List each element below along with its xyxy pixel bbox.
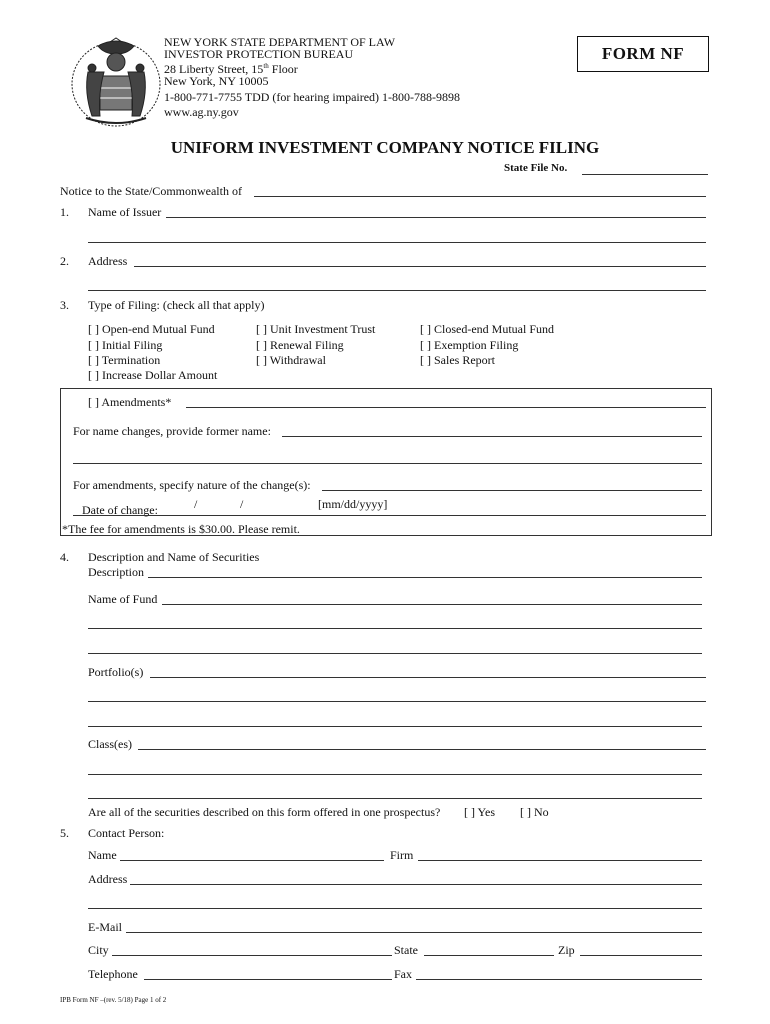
checkbox-sales-report[interactable]: [ ] Sales Report (420, 353, 495, 367)
portfolio-field[interactable] (150, 677, 706, 678)
agency-phone: 1-800-771-7755 TDD (for hearing impaired) 1-800-788-9898 (164, 90, 461, 104)
contact-zip-field[interactable] (580, 955, 702, 956)
section-4-number: 4. (60, 550, 69, 564)
checkbox-exemption-filing[interactable]: [ ] Exemption Filing (420, 338, 519, 352)
street-pre: 28 Liberty Street, 15 (164, 62, 264, 76)
contact-fax-field[interactable] (416, 979, 702, 980)
contact-name-field[interactable] (120, 860, 384, 861)
contact-city-field[interactable] (112, 955, 392, 956)
contact-email-field[interactable] (126, 932, 702, 933)
fund-name-label: Name of Fund (88, 592, 158, 606)
amendments-field[interactable] (186, 407, 706, 408)
seal-icon (72, 38, 160, 126)
checkbox-increase-dollar-amount[interactable]: [ ] Increase Dollar Amount (88, 368, 218, 382)
prospectus-question: Are all of the securities described on this form offered in one prospectus? (88, 805, 441, 819)
section-5-number: 5. (60, 826, 69, 840)
section-2-number: 2. (60, 254, 69, 268)
contact-state-label: State (394, 943, 418, 957)
checkbox-closed-end-mutual-fund[interactable]: [ ] Closed-end Mutual Fund (420, 322, 554, 336)
checkbox-open-end-mutual-fund[interactable]: [ ] Open-end Mutual Fund (88, 322, 215, 336)
fund-name-field-2[interactable] (88, 628, 702, 629)
change-nature-label: For amendments, specify nature of the change(s): (73, 478, 311, 492)
issuer-name-label: Name of Issuer (88, 205, 162, 219)
agency-line-2: INVESTOR PROTECTION BUREAU (164, 47, 354, 61)
state-file-field[interactable] (582, 174, 708, 175)
address-field[interactable] (134, 266, 706, 267)
checkbox-initial-filing[interactable]: [ ] Initial Filing (88, 338, 163, 352)
description-label: Description (88, 565, 144, 579)
fund-name-field-3[interactable] (88, 653, 702, 654)
contact-email-label: E-Mail (88, 920, 122, 934)
class-field[interactable] (138, 749, 706, 750)
change-nature-field[interactable] (322, 490, 702, 491)
checkbox-withdrawal[interactable]: [ ] Withdrawal (256, 353, 326, 367)
contact-fax-label: Fax (394, 967, 412, 981)
fund-name-field[interactable] (162, 604, 702, 605)
street-sup: th (263, 62, 269, 70)
date-of-change-field[interactable] (73, 515, 706, 516)
contact-address-label: Address (88, 872, 128, 886)
contact-telephone-label: Telephone (88, 967, 138, 981)
contact-telephone-field[interactable] (144, 979, 392, 980)
form-code-box: FORM NF (577, 36, 709, 72)
filing-type-label: Type of Filing: (check all that apply) (88, 298, 265, 312)
class-label: Class(es) (88, 737, 132, 751)
amendment-fee-note: *The fee for amendments is $30.00. Please remit. (62, 522, 300, 536)
portfolio-field-2[interactable] (88, 701, 706, 702)
footer-form-revision: IPB Form NF –(rev. 5/18) Page 1 of 2 (60, 996, 167, 1004)
checkbox-yes[interactable]: [ ] Yes (464, 805, 496, 819)
checkbox-termination[interactable]: [ ] Termination (88, 353, 161, 367)
description-field[interactable] (148, 577, 702, 578)
state-file-label: State File No. (504, 162, 568, 174)
contact-city-label: City (88, 943, 109, 957)
contact-firm-label: Firm (390, 848, 414, 862)
new-york-state-seal (70, 36, 162, 128)
portfolio-field-3[interactable] (88, 726, 702, 727)
former-name-field[interactable] (282, 436, 702, 437)
date-slash-1: / (194, 497, 198, 511)
portfolio-label: Portfolio(s) (88, 665, 144, 679)
class-field-3[interactable] (88, 798, 702, 799)
date-slash-2: / (240, 497, 244, 511)
page-title: UNIFORM INVESTMENT COMPANY NOTICE FILING (170, 138, 600, 157)
date-of-change-label: Date of change: (82, 503, 158, 517)
date-format-hint: [mm/dd/yyyy] (318, 497, 388, 511)
contact-address-field[interactable] (130, 884, 702, 885)
agency-website: www.ag.ny.gov (164, 105, 239, 119)
section-3-number: 3. (60, 298, 69, 312)
checkbox-amendments[interactable]: [ ] Amendments* (88, 395, 172, 409)
contact-name-label: Name (88, 848, 117, 862)
issuer-name-field[interactable] (166, 217, 706, 218)
agency-city: New York, NY 10005 (164, 74, 269, 88)
contact-person-label: Contact Person: (88, 826, 165, 840)
street-post: Floor (268, 62, 298, 76)
former-name-field-2[interactable] (73, 463, 702, 464)
checkbox-unit-investment-trust[interactable]: [ ] Unit Investment Trust (256, 322, 376, 336)
checkbox-no[interactable]: [ ] No (520, 805, 549, 819)
agency-street (164, 60, 298, 75)
contact-firm-field[interactable] (418, 860, 702, 861)
address-field-2[interactable] (88, 290, 706, 291)
contact-address-field-2[interactable] (88, 908, 702, 909)
section-1-number: 1. (60, 205, 69, 219)
notice-state-field[interactable] (254, 196, 706, 197)
address-label: Address (88, 254, 128, 268)
notice-label: Notice to the State/Commonwealth of (60, 184, 242, 198)
agency-line-1: NEW YORK STATE DEPARTMENT OF LAW (164, 35, 396, 49)
class-field-2[interactable] (88, 774, 702, 775)
contact-state-field[interactable] (424, 955, 554, 956)
checkbox-renewal-filing[interactable]: [ ] Renewal Filing (256, 338, 344, 352)
issuer-name-field-2[interactable] (88, 242, 706, 243)
contact-zip-label: Zip (558, 943, 575, 957)
former-name-label: For name changes, provide former name: (73, 424, 271, 438)
securities-label: Description and Name of Securities (88, 550, 260, 564)
